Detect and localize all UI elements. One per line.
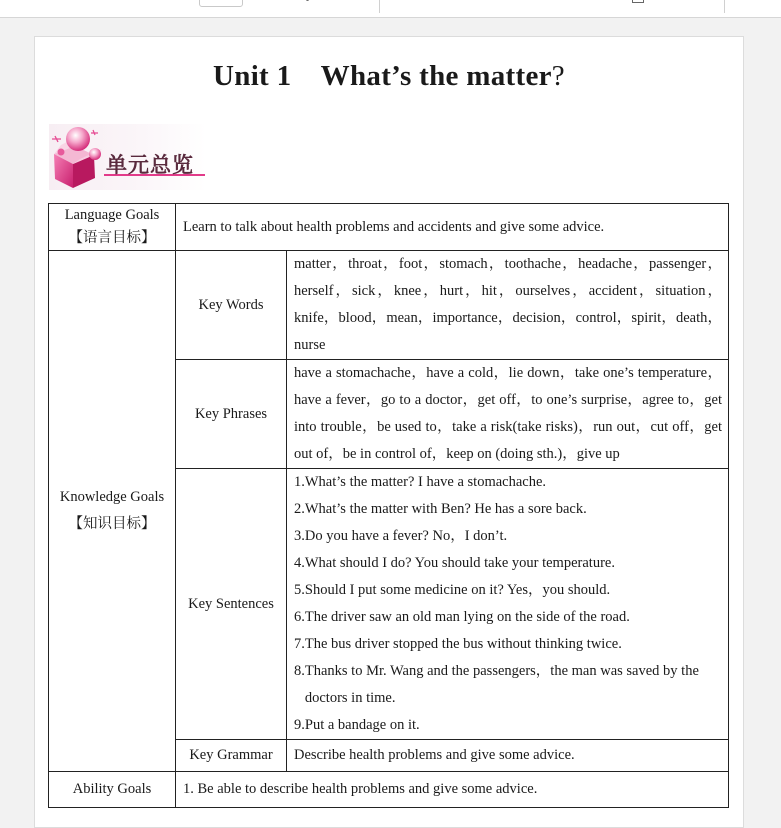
knowledge-goals-label: Knowledge Goals [59, 489, 165, 505]
key-grammar-content: Describe health problems and give some advice. [287, 740, 729, 772]
key-sentence-number: 5. [294, 582, 305, 598]
key-sentence-number: 2. [294, 501, 305, 517]
toolbar-divider [724, 0, 725, 13]
key-sentence-text: Should I put some medicine on it? Yes，you should. [304, 582, 611, 598]
key-sentence-text: Thanks to Mr. Wang and the passengers，the man was saved by the doctors in time. [304, 663, 699, 706]
key-sentence-number: 3. [294, 528, 305, 544]
table-row [49, 204, 729, 251]
key-sentence-number: 4. [294, 555, 305, 571]
key-grammar-label: Key Grammar [176, 740, 287, 772]
key-sentence-item [294, 712, 722, 739]
section-badge-label: 单元总览 [106, 153, 194, 177]
table-row [49, 251, 729, 360]
toolbar-tray-icon[interactable] [632, 0, 644, 3]
key-sentence-text: What’s the matter with Ben? He has a sore back. [304, 501, 587, 517]
table-row [49, 772, 729, 808]
key-sentence-item [294, 631, 722, 658]
toolbar-dot-icon [306, 0, 309, 1]
viewer-toolbar [0, 0, 781, 18]
key-sentence-item [294, 577, 722, 604]
key-sentence-text: Put a bandage on it. [304, 717, 420, 733]
language-goals-label-cn: 【语言目标】 [68, 230, 156, 246]
knowledge-goals-header [49, 251, 176, 772]
key-sentences-content [287, 469, 729, 740]
goals-table [48, 203, 729, 808]
key-sentence-item [294, 550, 722, 577]
key-sentences-label: Key Sentences [176, 469, 287, 740]
key-sentences-list [294, 469, 722, 739]
key-sentence-text: What’s the matter? I have a stomachache. [304, 474, 547, 490]
key-sentence-text: The driver saw an old man lying on the side of the road. [304, 609, 630, 625]
document-page [34, 36, 744, 828]
title-question-mark: ? [551, 60, 565, 92]
page-title [35, 53, 743, 94]
key-sentence-text: Do you have a fever? No，I don’t. [304, 528, 508, 544]
language-goals-header [49, 204, 176, 251]
key-sentence-number: 7. [294, 636, 305, 652]
key-sentence-item [294, 658, 722, 712]
knowledge-goals-label-cn: 【知识目标】 [68, 516, 156, 532]
key-sentence-number: 6. [294, 609, 305, 625]
key-phrases-label: Key Phrases [176, 360, 287, 469]
key-phrases-content: have a stomachache，have a cold，lie down，take one’s temperature，have a fever，go to a doctor，get off，to one’s surprise，agree to，get into trouble，be used to，take a risk(take risks)，run out，cut off，get out of，be in control of，keep on (doing sth.)，give up [287, 360, 729, 469]
key-sentence-text: What should I do? You should take your temperature. [304, 555, 615, 571]
ability-goals-content: 1. Be able to describe health problems and give some advice. [176, 772, 729, 808]
key-sentence-item [294, 604, 722, 631]
key-sentence-item [294, 496, 722, 523]
title-text: Unit 1 What’s the matter [213, 60, 552, 92]
language-goals-content: Learn to talk about health problems and accidents and give some advice. [176, 204, 729, 251]
key-sentence-number: 9. [294, 717, 305, 733]
toolbar-divider [379, 0, 380, 13]
key-words-content: matter，throat，foot，stomach，toothache，headache，passenger，herself，sick，knee，hurt，hit，ourselves，accident，situation，knife，blood，mean，importance，decision，control，spirit，death，nurse [287, 251, 729, 360]
ability-goals-header: Ability Goals [49, 772, 176, 808]
key-sentence-item [294, 523, 722, 550]
toolbar-button[interactable] [199, 0, 243, 7]
language-goals-label: Language Goals [64, 207, 160, 223]
key-sentence-number: 8. [294, 663, 305, 679]
section-badge [49, 124, 206, 190]
key-words-label: Key Words [176, 251, 287, 360]
key-sentence-item [294, 469, 722, 496]
key-sentence-text: The bus driver stopped the bus without thinking twice. [304, 636, 622, 652]
key-sentence-number: 1. [294, 474, 305, 490]
